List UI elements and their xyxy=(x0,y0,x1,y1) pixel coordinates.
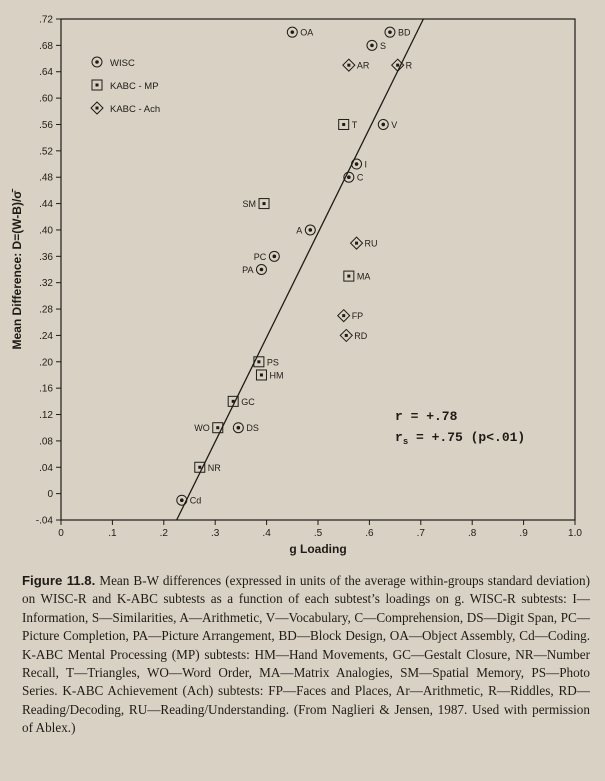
x-tick-label: .6 xyxy=(365,528,374,539)
point-label: BD xyxy=(397,27,411,38)
data-point-oa xyxy=(287,27,313,38)
data-point-sm xyxy=(243,199,270,210)
y-tick-label: .44 xyxy=(39,199,53,211)
point-label: A xyxy=(296,225,303,236)
legend-kabc-ach xyxy=(91,102,160,115)
data-point-s xyxy=(367,40,386,51)
y-tick-label: .24 xyxy=(39,330,53,342)
y-tick-label: .52 xyxy=(39,146,53,158)
point-label: DS xyxy=(246,423,259,434)
point-label: RU xyxy=(364,238,378,249)
x-tick-label: .1 xyxy=(108,528,117,539)
y-tick-label: .36 xyxy=(39,251,53,263)
y-axis-title: Mean Difference: D=(W-B)/σ̄ xyxy=(10,190,24,350)
data-point-bd xyxy=(385,27,411,38)
data-point-ps xyxy=(254,357,279,368)
data-point-ma xyxy=(344,271,371,282)
x-tick-label: .7 xyxy=(416,528,425,539)
svg-text:KABC - Ach: KABC - Ach xyxy=(110,104,161,115)
x-tick-label: .2 xyxy=(159,528,168,539)
point-label: T xyxy=(351,119,358,130)
point-label: MA xyxy=(356,271,371,282)
y-tick-label: .20 xyxy=(39,357,53,369)
y-tick-label: .32 xyxy=(39,278,53,290)
point-label: I xyxy=(364,159,368,170)
point-label: V xyxy=(391,119,398,130)
point-label: C xyxy=(356,172,364,183)
y-tick-label: .48 xyxy=(39,172,53,184)
data-point-pa xyxy=(242,265,266,276)
x-tick-label: .8 xyxy=(468,528,477,539)
figure-caption xyxy=(22,572,590,738)
point-label: SM xyxy=(242,199,257,210)
data-point-hm xyxy=(256,370,283,381)
x-tick-label: .3 xyxy=(211,528,220,539)
legend-kabc-mp xyxy=(92,80,159,92)
point-label: RD xyxy=(354,330,368,341)
point-label: R xyxy=(405,60,413,71)
legend-wisc xyxy=(92,57,135,69)
data-point-t xyxy=(339,119,358,130)
data-point-cd xyxy=(177,495,202,506)
point-label: PA xyxy=(242,265,254,275)
data-point-ar xyxy=(343,59,370,71)
point-label: PC xyxy=(253,251,267,262)
svg-text:KABC - MP: KABC - MP xyxy=(110,81,159,92)
point-label: S xyxy=(379,40,386,51)
x-tick-label: 1.0 xyxy=(568,528,582,539)
point-label: PS xyxy=(266,357,279,368)
regression-line xyxy=(177,19,424,520)
y-tick-label: -.04 xyxy=(35,515,53,527)
point-label: NR xyxy=(207,462,221,473)
y-tick-label: .64 xyxy=(39,67,53,79)
y-tick-label: .56 xyxy=(39,119,53,131)
point-label: Cd xyxy=(189,495,202,506)
y-tick-label: .40 xyxy=(39,225,53,237)
y-axis xyxy=(36,15,61,527)
data-points xyxy=(177,27,413,506)
y-tick-label: .08 xyxy=(39,436,53,448)
svg-text:WISC: WISC xyxy=(110,58,135,69)
y-tick-label: .12 xyxy=(39,410,53,422)
spearman-rs: $r_s = +.75$ (p<.01) xyxy=(395,430,526,447)
x-axis xyxy=(58,520,582,539)
legend xyxy=(91,57,160,115)
point-label: AR xyxy=(356,60,370,71)
data-point-fp xyxy=(338,310,364,322)
correlation-stats xyxy=(395,409,525,447)
data-point-wo xyxy=(194,423,223,434)
data-point-ru xyxy=(351,237,378,249)
y-tick-label: .68 xyxy=(39,40,53,52)
point-label: FP xyxy=(351,311,364,322)
y-tick-label: 0 xyxy=(47,489,53,501)
x-axis-title: g Loading xyxy=(289,542,347,556)
point-label: OA xyxy=(300,27,314,38)
data-point-rd xyxy=(340,329,367,341)
caption-text: Mean B-W differences (expressed in units of the average within-groups standard deviation) on WISC-R and K-ABC subtests as a function of each subtest’s loadings on g. WISC-R subtests: I—Information, S—Similarities, A—Arithmetic, V—Vocabulary, C—Comprehension, DS—Digit Span, PC—Picture Completion, PA—Picture Arrangement, BD—Block Design, OA—Object Assembly, Cd—Coding. K-ABC Mental Processing (MP) subtests: HM—Hand Movements, GC—Gestalt Closure, NR—Number Recall, T—Triangles, WO—Word Order, MA—Matrix Analogies, SM—Spatial Memory, PS—Photo Series. K-ABC Achievement (Ach) subtests: FP—Faces and Places, Ar—Arithmetic, R—Riddles, RD—Reading/Decoding, RU—Reading/Understanding. (From Naglieri & Jensen, 1987. Used with permission of Ablex.) xyxy=(22,573,590,736)
data-point-nr xyxy=(195,462,221,473)
data-point-pc xyxy=(254,251,280,262)
x-tick-label: .5 xyxy=(313,528,323,539)
x-tick-label: 0 xyxy=(58,528,64,539)
y-tick-label: .28 xyxy=(39,304,53,316)
y-tick-label: .16 xyxy=(39,383,53,395)
data-point-gc xyxy=(228,396,255,407)
pearson-r: r = +.78 xyxy=(395,409,458,424)
x-tick-label: .9 xyxy=(519,528,528,539)
figure-label: Figure 11.8. xyxy=(22,573,96,588)
x-tick-label: .4 xyxy=(262,528,271,539)
point-label: WO xyxy=(194,423,210,434)
y-tick-label: .72 xyxy=(39,14,53,26)
data-point-ds xyxy=(233,423,259,434)
y-tick-label: .04 xyxy=(39,462,53,474)
point-label: HM xyxy=(269,370,284,381)
point-label: GC xyxy=(241,396,255,407)
data-point-v xyxy=(378,119,397,130)
y-tick-label: .60 xyxy=(39,93,53,105)
data-point-a xyxy=(296,225,315,236)
